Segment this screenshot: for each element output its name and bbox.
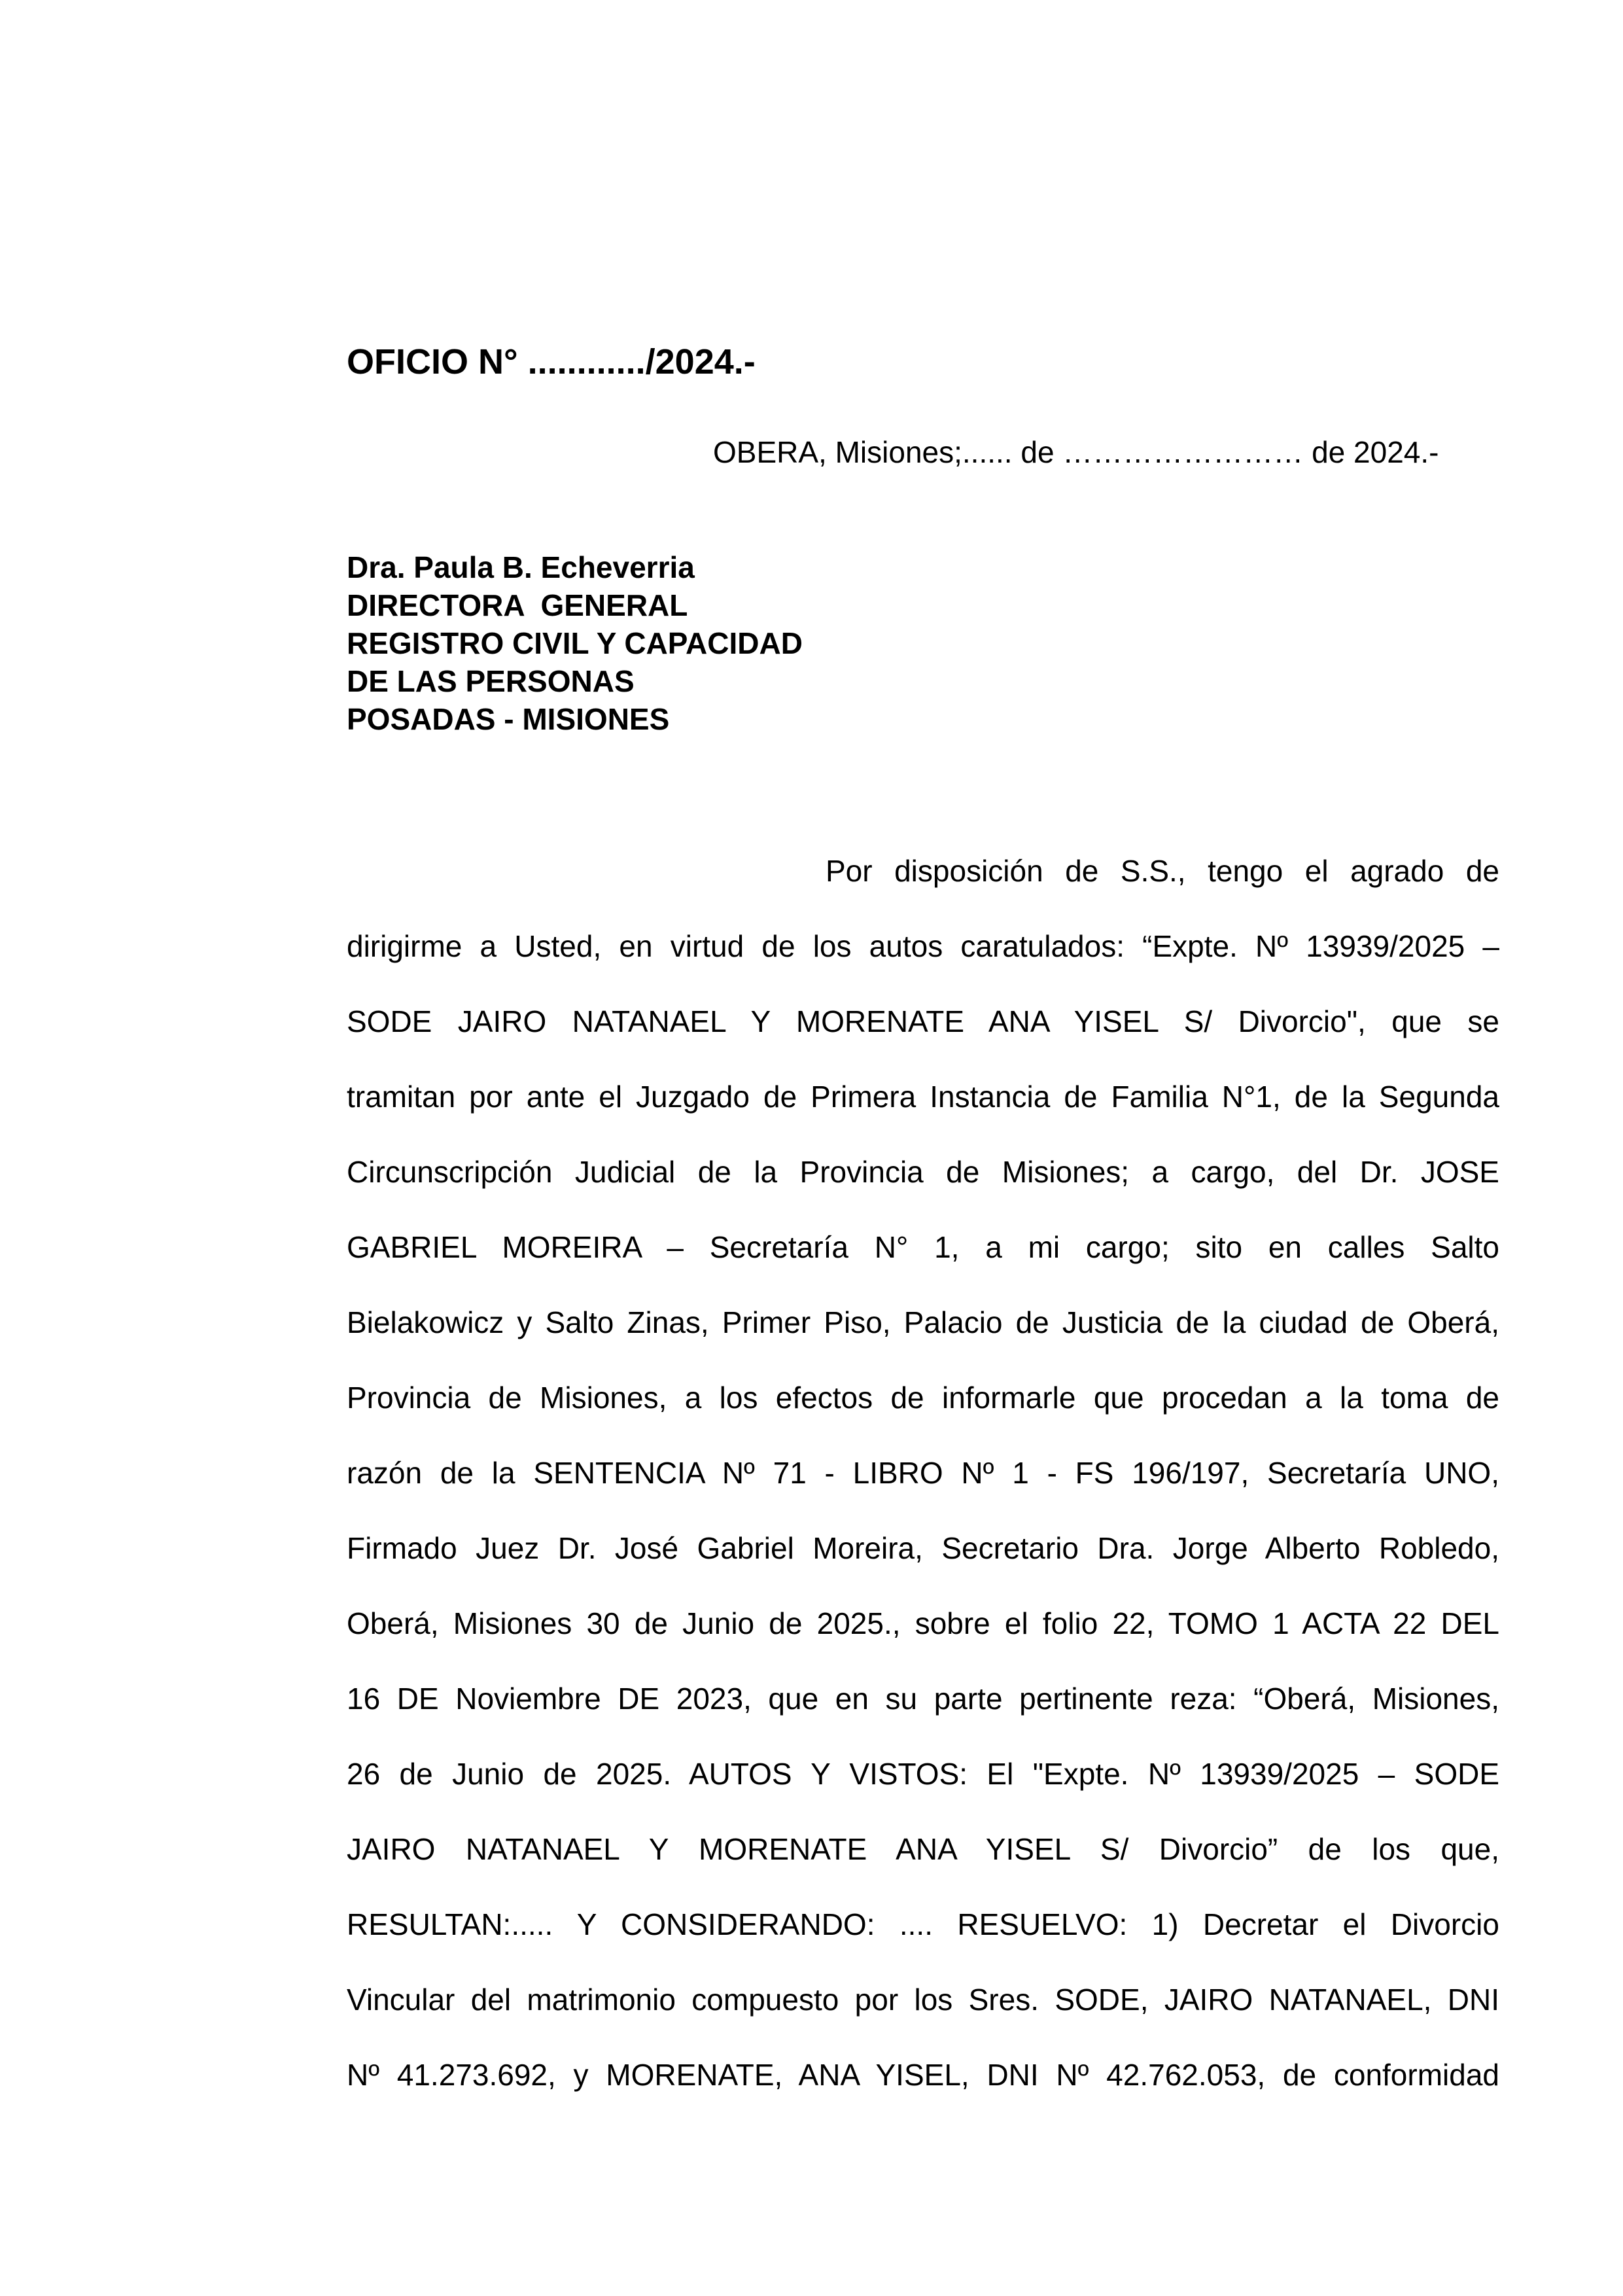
body-line: Firmado Juez Dr. José Gabriel Moreira, Secretario Dra. Jorge Alberto Robledo, xyxy=(347,1531,1499,1565)
body-line: Bielakowicz y Salto Zinas, Primer Piso, Palacio de Justicia de la ciudad de Oberá, xyxy=(347,1305,1499,1339)
recipient-position: DIRECTORA GENERAL xyxy=(347,588,688,622)
body-line: SODE JAIRO NATANAEL Y MORENATE ANA YISEL S/ Divorcio", que se xyxy=(347,1004,1499,1038)
recipient-name: Dra. Paula B. Echeverria xyxy=(347,550,695,584)
body-line: RESULTAN:..... Y CONSIDERANDO: .... RESUELVO: 1) Decretar el Divorcio xyxy=(347,1907,1499,1941)
recipient-block xyxy=(347,548,803,738)
recipient-office-cont: DE LAS PERSONAS xyxy=(347,664,635,698)
body-line: Oberá, Misiones 30 de Junio de 2025., sobre el folio 22, TOMO 1 ACTA 22 DEL xyxy=(347,1606,1499,1640)
date-line: OBERA, Misiones;...... de …………………… de 2024.- xyxy=(713,435,1439,469)
body-line: Provincia de Misiones, a los efectos de informarle que procedan a la toma de xyxy=(347,1381,1499,1415)
body-line: GABRIEL MOREIRA – Secretaría N° 1, a mi cargo; sito en calles Salto xyxy=(347,1230,1499,1264)
body-line: 26 de Junio de 2025. AUTOS Y VISTOS: El "Expte. Nº 13939/2025 – SODE xyxy=(347,1757,1499,1791)
body-line: Circunscripción Judicial de la Provincia de Misiones; a cargo, del Dr. JOSE xyxy=(347,1155,1499,1189)
recipient-office: REGISTRO CIVIL Y CAPACIDAD xyxy=(347,626,803,660)
body-line: Por disposición de S.S., tengo el agrado de xyxy=(826,854,1499,888)
body-line: dirigirme a Usted, en virtud de los autos caratulados: “Expte. Nº 13939/2025 – xyxy=(347,929,1499,963)
body-line: Vincular del matrimonio compuesto por los Sres. SODE, JAIRO NATANAEL, DNI xyxy=(347,1983,1499,2017)
body-paragraph xyxy=(347,834,1499,2113)
recipient-city: POSADAS - MISIONES xyxy=(347,702,670,736)
body-line: razón de la SENTENCIA Nº 71 - LIBRO Nº 1 - FS 196/197, Secretaría UNO, xyxy=(347,1456,1499,1490)
body-line: tramitan por ante el Juzgado de Primera Instancia de Familia N°1, de la Segunda xyxy=(347,1080,1499,1114)
document-title: OFICIO N° ............/2024.- xyxy=(347,342,756,381)
body-line: JAIRO NATANAEL Y MORENATE ANA YISEL S/ Divorcio” de los que, xyxy=(347,1832,1499,1866)
body-line: Nº 41.273.692, y MORENATE, ANA YISEL, DNI Nº 42.762.053, de conformidad xyxy=(347,2058,1499,2092)
body-line: 16 DE Noviembre DE 2023, que en su parte pertinente reza: “Oberá, Misiones, xyxy=(347,1682,1499,1716)
